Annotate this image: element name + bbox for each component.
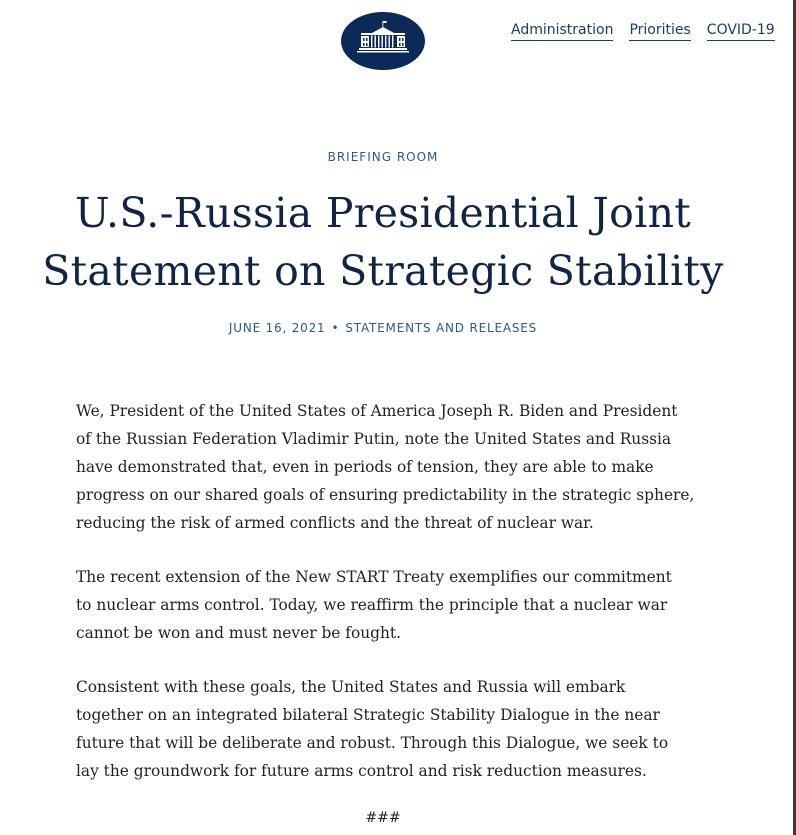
body-line: to nuclear arms control. Today, we reaffirm the principle that a nuclear war <box>76 596 668 614</box>
body-line: together on an integrated bilateral Strategic Stability Dialogue in the near <box>76 706 660 724</box>
nav-link-priorities[interactable]: Priorities <box>629 22 690 41</box>
body-line: reducing the risk of armed conflicts and the threat of nuclear war. <box>76 514 594 532</box>
main-nav <box>511 22 775 41</box>
body-paragraph <box>76 673 696 785</box>
white-house-seal-icon <box>341 12 425 70</box>
title-line: Statement on Strategic Stability <box>42 247 724 295</box>
page-title <box>0 184 766 300</box>
end-mark: ### <box>365 810 401 826</box>
title-line: U.S.-Russia Presidential Joint <box>74 189 692 237</box>
body-paragraph <box>76 563 696 647</box>
meta-separator: • <box>331 321 340 335</box>
body-line: of the Russian Federation Vladimir Putin, note the United States and Russia <box>76 430 672 448</box>
body-line: have demonstrated that, even in periods of tension, they are able to make <box>76 458 654 476</box>
white-house-logo[interactable] <box>341 12 425 70</box>
body-line: progress on our shared goals of ensuring predictability in the strategic sphere, <box>76 486 695 504</box>
nav-link-covid-19[interactable]: COVID-19 <box>707 22 775 41</box>
body-line: We, President of the United States of America Joseph R. Biden and President <box>76 402 678 420</box>
section-link[interactable]: STATEMENTS AND RELEASES <box>345 321 538 335</box>
article-meta <box>0 321 766 335</box>
article-body <box>76 397 696 811</box>
body-line: future that will be deliberate and robust. Through this Dialogue, we seek to <box>76 734 669 752</box>
category-link[interactable]: BRIEFING ROOM <box>327 150 439 164</box>
body-line: lay the groundwork for future arms control and risk reduction measures. <box>76 762 647 780</box>
body-line: cannot be won and must never be fought. <box>76 624 402 642</box>
body-line: Consistent with these goals, the United States and Russia will embark <box>76 678 626 696</box>
nav-link-administration[interactable]: Administration <box>511 22 613 41</box>
body-line: The recent extension of the New START Treaty exemplifies our commitment <box>76 568 672 586</box>
body-paragraph <box>76 397 696 537</box>
publish-date: JUNE 16, 2021 <box>228 321 326 335</box>
